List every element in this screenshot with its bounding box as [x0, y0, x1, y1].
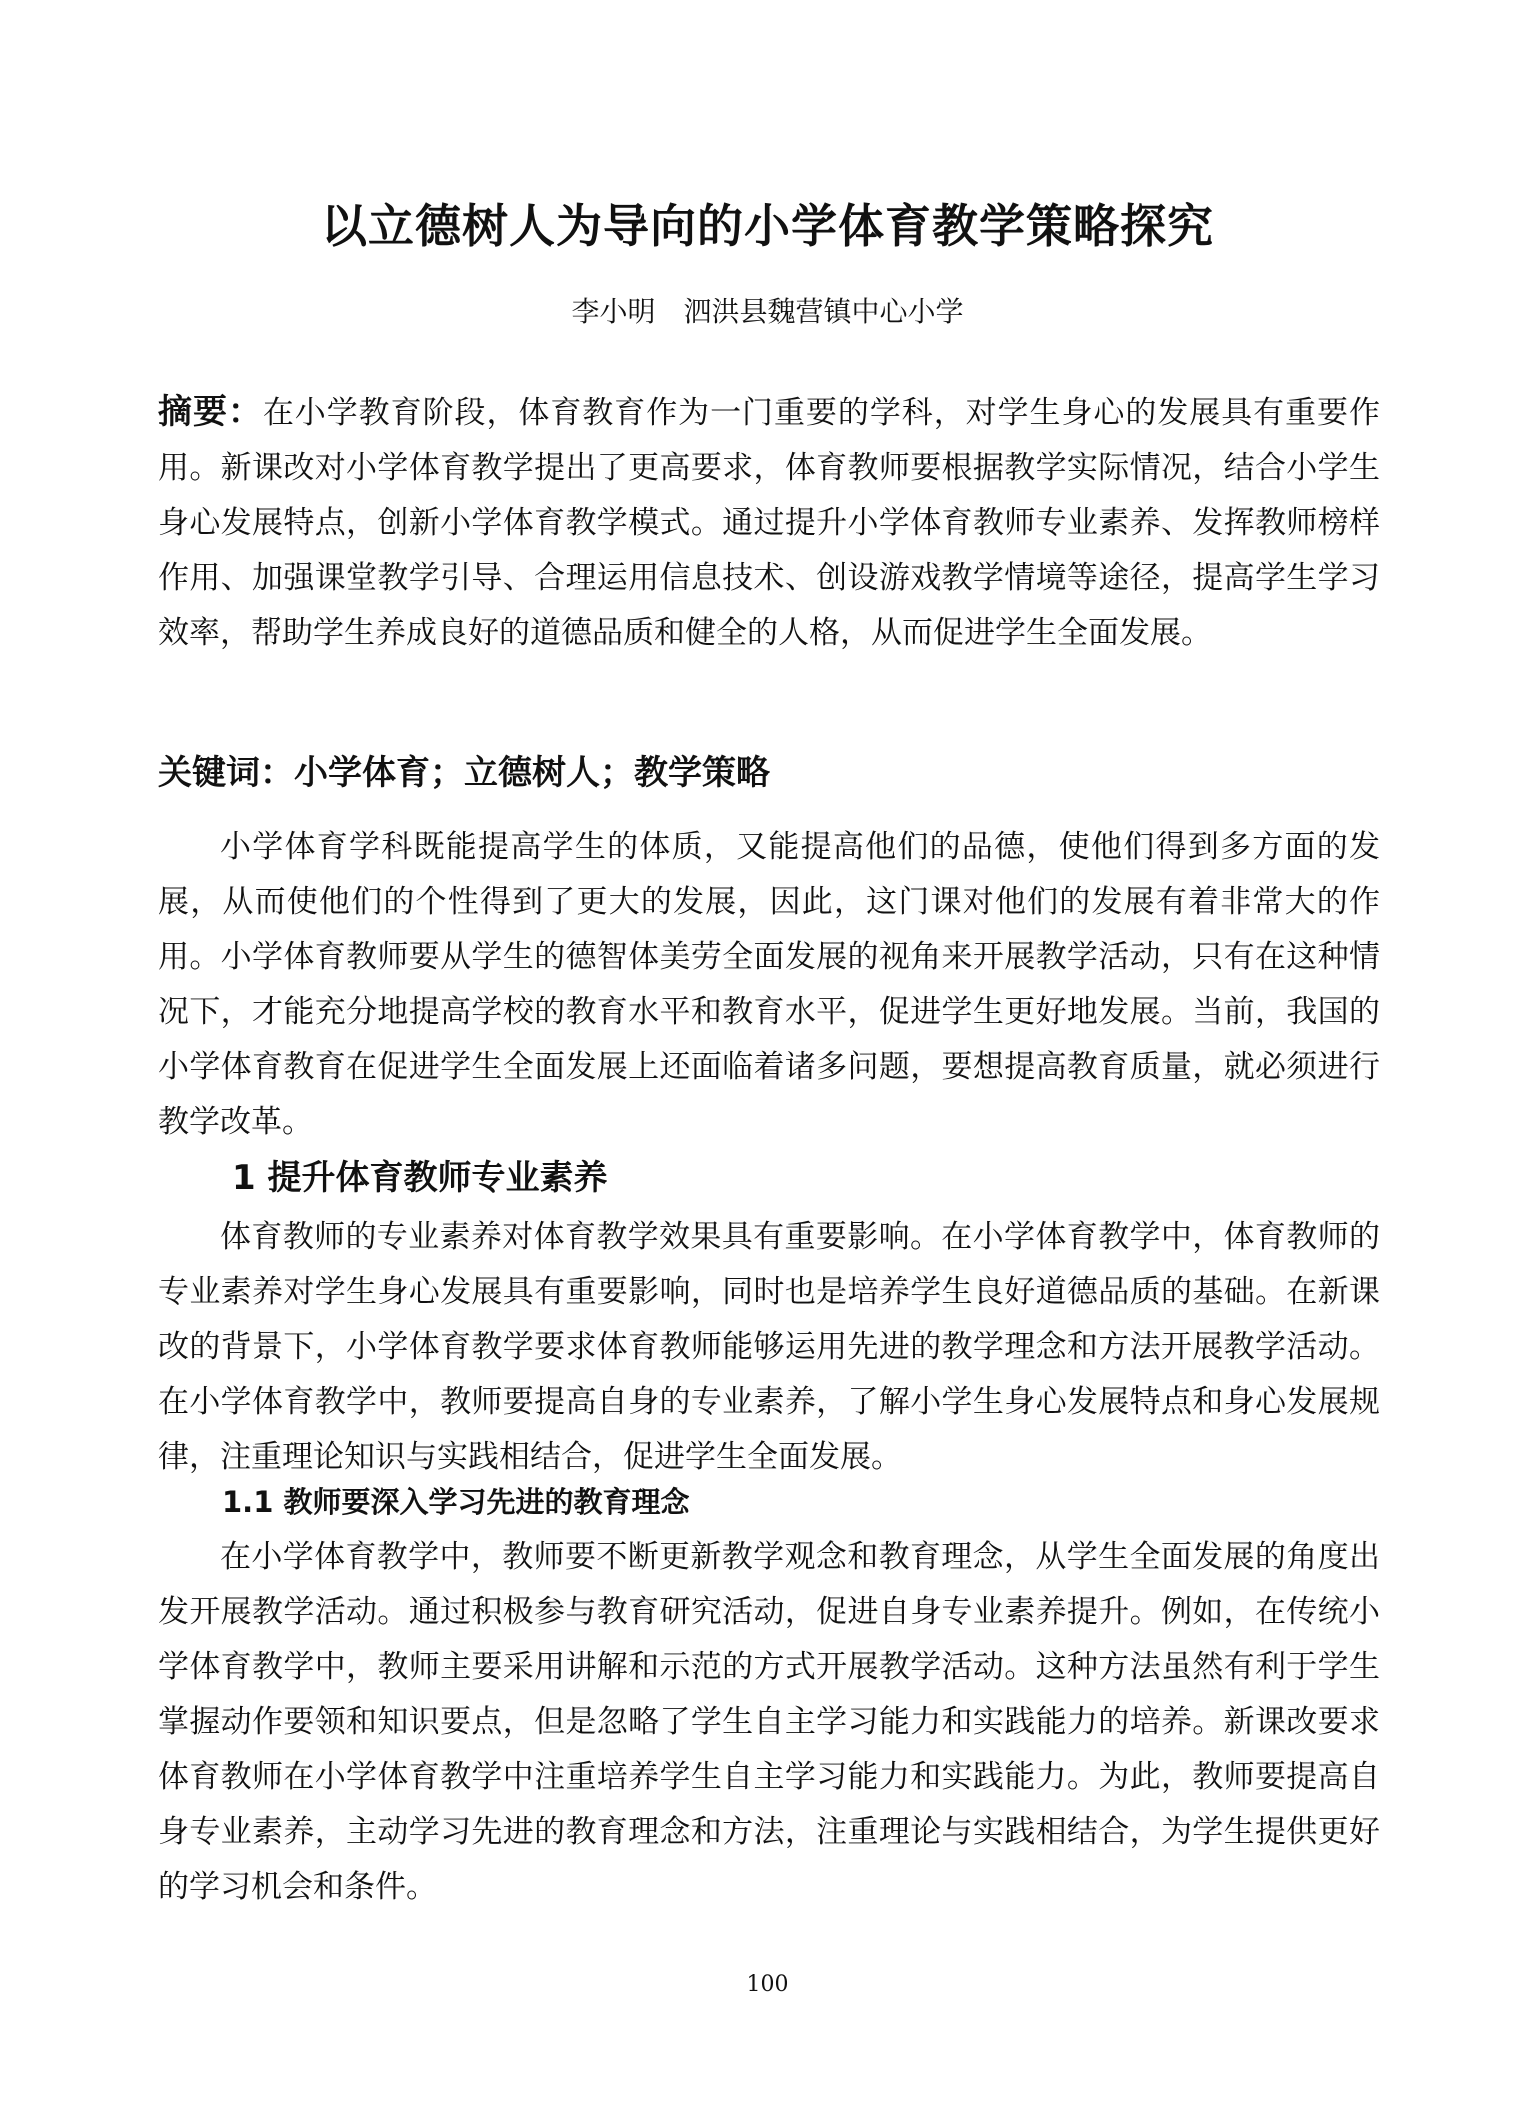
author-name: 李小明 — [571, 295, 656, 328]
keywords: 关键词：小学体育；立德树人；教学策略 — [158, 753, 770, 793]
intro-section — [158, 820, 1380, 1150]
page-number: 100 — [746, 1972, 789, 1997]
section-1-heading: 1 提升体育教师专业素养 — [232, 1158, 608, 1198]
section-1 — [158, 1210, 1380, 1485]
section-1-1-paragraph: 在小学体育教学中，教师要不断更新教学观念和教育理念，从学生全面发展的角度出发开展教学活动。通过积极参与教育研究活动，促进自身专业素养提升。例如，在传统小学体育教学中，教师主要采用讲解和示范的方式开展教学活动。这种方法虽然有利于学生掌握动作要领和知识要点，但是忽略了学生自主学习能力和实践能力的培养。新课改要求体育教师在小学体育教学中注重培养学生自主学习能力和实践能力。为此，教师要提高自身专业素养，主动学习先进的教育理念和方法，注重理论与实践相结合，为学生提供更好的学习机会和条件。 — [158, 1539, 1380, 1905]
paper-title: 以立德树人为导向的小学体育教学策略探究 — [321, 199, 1214, 253]
author-affiliation: 泗洪县魏营镇中心小学 — [683, 295, 964, 328]
abstract — [158, 385, 1380, 661]
section-1-1-heading: 1.1 教师要深入学习先进的教育理念 — [222, 1485, 690, 1519]
abstract-label: 摘要： — [158, 392, 263, 432]
intro-paragraph: 小学体育学科既能提高学生的体质，又能提高他们的品德，使他们得到多方面的发展，从而使他们的个性得到了更大的发展，因此，这门课对他们的发展有着非常大的作用。小学体育教师要从学生的德智体美劳全面发展的视角来开展教学活动，只有在这种情况下，才能充分地提高学校的教育水平和教育水平，促进学生更好地发展。当前，我国的小学体育教育在促进学生全面发展上还面临着诸多问题，要想提高教育质量，就必须进行教学改革。 — [158, 829, 1380, 1140]
section-1-1 — [158, 1530, 1380, 1915]
abstract-text: 在小学教育阶段，体育教育作为一门重要的学科，对学生身心的发展具有重要作用。新课改对小学体育教学提出了更高要求，体育教师要根据教学实际情况，结合小学生身心发展特点，创新小学体育教学模式。通过提升小学体育教师专业素养、发挥教师榜样作用、加强课堂教学引导、合理运用信息技术、创设游戏教学情境等途径，提高学生学习效率，帮助学生养成良好的道德品质和健全的人格，从而促进学生全面发展。 — [158, 395, 1381, 651]
author-line — [0, 290, 1535, 330]
section-1-paragraph: 体育教师的专业素养对体育教学效果具有重要影响。在小学体育教学中，体育教师的专业素养对学生身心发展具有重要影响，同时也是培养学生良好道德品质的基础。在新课改的背景下，小学体育教学要求体育教师能够运用先进的教学理念和方法开展教学活动。在小学体育教学中，教师要提高自身的专业素养，了解小学生身心发展特点和身心发展规律，注重理论知识与实践相结合，促进学生全面发展。 — [158, 1219, 1380, 1475]
